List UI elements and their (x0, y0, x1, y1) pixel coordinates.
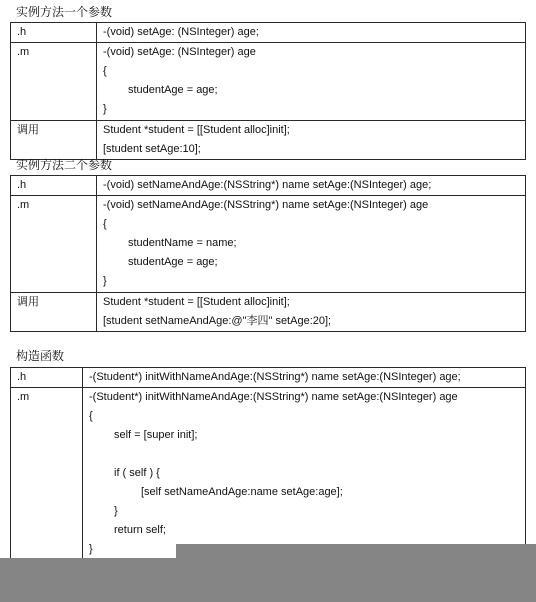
code-line: -(Student*) initWithNameAndAge:(NSString*) name setAge:(NSInteger) age (89, 391, 458, 403)
code-cell (97, 196, 526, 293)
code-line: -(void) setNameAndAge:(NSString*) name setAge:(NSInteger) age; (103, 179, 432, 191)
code-line: } (103, 103, 107, 115)
code-cell (83, 368, 526, 388)
code-cell (97, 23, 526, 43)
code-line: Student *student = [[Student alloc]init]; (103, 124, 290, 136)
code-line: { (89, 410, 93, 422)
code-cell (83, 388, 526, 560)
table-row (11, 293, 526, 332)
code-line: { (103, 65, 107, 77)
table-row (11, 43, 526, 121)
code-line: self = [super init]; (114, 429, 198, 441)
code-line: if ( self ) { (114, 467, 160, 479)
code-line: -(Student*) initWithNameAndAge:(NSString*) name setAge:(NSInteger) age; (89, 371, 461, 383)
overlay-bar-top (176, 544, 536, 558)
code-line: } (103, 275, 107, 287)
code-line: [student setNameAndAge:@"李四" setAge:20]; (103, 315, 332, 327)
row-label: 调用 (11, 121, 97, 160)
code-line: studentAge = age; (128, 84, 218, 96)
section-title: 构造函数 (16, 349, 65, 363)
code-cell (97, 43, 526, 121)
table-row (11, 176, 526, 196)
table-row (11, 23, 526, 43)
code-line: return self; (114, 524, 166, 536)
code-cell (97, 121, 526, 160)
row-label: .m (11, 196, 97, 293)
row-label: .h (11, 176, 97, 196)
row-label: .h (11, 368, 83, 388)
row-label: .m (11, 388, 83, 560)
code-line: [student setAge:10]; (103, 143, 201, 155)
row-label: 调用 (11, 293, 97, 332)
code-table (10, 22, 526, 160)
code-line: } (89, 543, 93, 555)
table-row (11, 121, 526, 160)
section-title: 实例方法二个参数 (16, 158, 113, 172)
code-table (10, 175, 526, 332)
table-row (11, 388, 526, 560)
code-line: -(void) setAge: (NSInteger) age; (103, 26, 259, 38)
code-cell (97, 176, 526, 196)
table-row (11, 368, 526, 388)
overlay-bar-bottom (0, 558, 536, 602)
table-row (11, 196, 526, 293)
code-line: studentAge = age; (128, 256, 218, 268)
section-title: 实例方法一个参数 (16, 5, 113, 19)
code-line: Student *student = [[Student alloc]init]; (103, 296, 290, 308)
code-line (89, 445, 525, 464)
code-line: -(void) setAge: (NSInteger) age (103, 46, 256, 58)
code-line: { (103, 218, 107, 230)
code-line: studentName = name; (128, 237, 237, 249)
row-label: .m (11, 43, 97, 121)
code-line: -(void) setNameAndAge:(NSString*) name setAge:(NSInteger) age (103, 199, 429, 211)
code-line: } (114, 505, 118, 517)
code-cell (97, 293, 526, 332)
row-label: .h (11, 23, 97, 43)
code-line: [self setNameAndAge:name setAge:age]; (141, 486, 343, 498)
